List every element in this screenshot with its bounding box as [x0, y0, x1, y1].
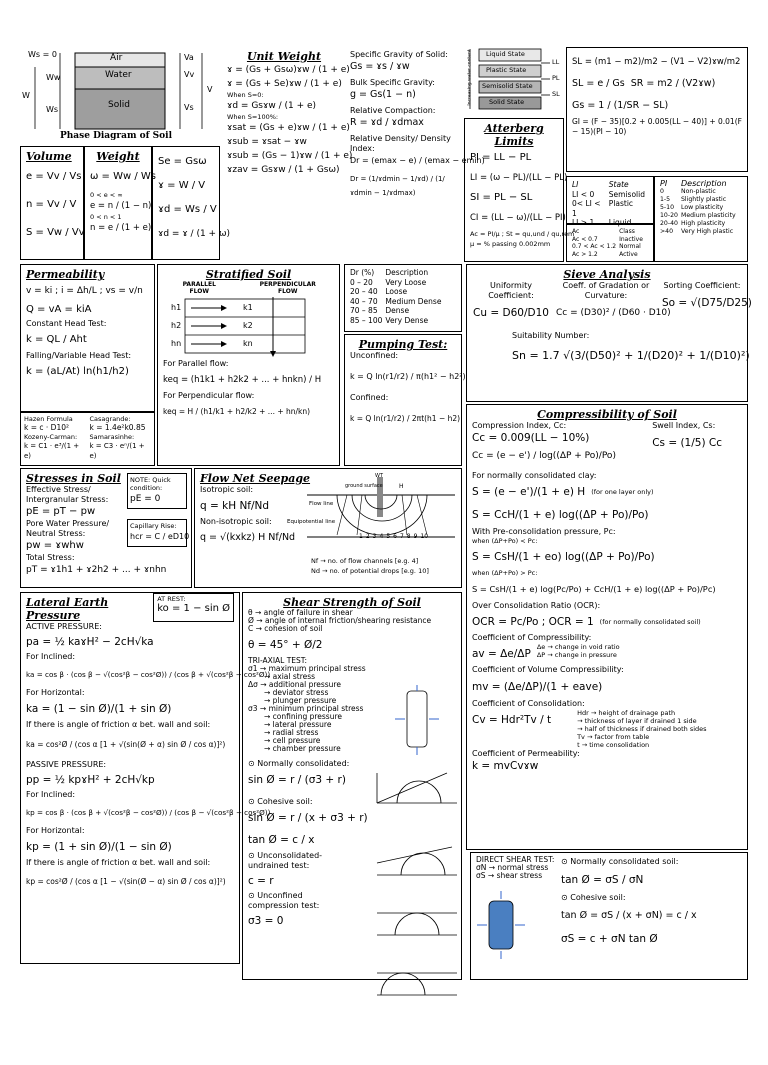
formula: Cc = (D30)² / (D60 · D10)	[556, 308, 671, 318]
table-row: 0 – 20 Very Loose	[350, 277, 427, 287]
wt-label: WT	[375, 473, 383, 479]
table-row: 10-20 Medium plasticity	[660, 212, 736, 219]
label: Casagrande:	[89, 415, 131, 423]
formula: LI = (ω − PL)/(LL − PL)	[470, 173, 568, 183]
note: Ø → angle of internal friction/shearing resistance	[248, 616, 432, 625]
col-header: State	[608, 180, 629, 189]
label: DIRECT SHEAR TEST:	[476, 855, 555, 864]
formula: e = Vv / Vs	[26, 171, 82, 182]
formula: ɤsub = (Gs − 1)ɤw / (1 + e)	[227, 151, 353, 161]
note: (for normally consolidated soil)	[599, 618, 701, 626]
label: If there is angle of friction α bet. wall and soil:	[26, 720, 211, 729]
col-header: Dr (%)	[350, 268, 375, 277]
note: (for one layer only)	[591, 488, 654, 496]
formula: tan Ø = σS / (x + σN) = c / x	[561, 910, 697, 921]
label: Falling/Variable Head Test:	[26, 351, 132, 360]
label: ⊙ Normally consolidated soil:	[561, 857, 679, 866]
label: Coeff. of Gradation or Curvature:	[562, 281, 650, 300]
phase-solid-label: Solid	[108, 100, 130, 110]
formula: ɤzav = Gsɤw / (1 + Gsω)	[227, 165, 340, 175]
stresses-panel	[20, 468, 192, 588]
label: Relative Density/ Density Index:	[350, 134, 451, 153]
formula: Dr = (1/ɤdmin − 1/ɤd) / (1/ɤdmin − 1/ɤdmax)	[350, 175, 445, 197]
note: → radial stress	[264, 728, 319, 737]
phase-w-label: W	[22, 91, 30, 100]
formula: pa = ½ kaɤH² − 2cH√ka	[26, 636, 154, 648]
phase-vv-label: Vv	[184, 70, 195, 79]
label: Coefficient of Permeability:	[472, 749, 580, 758]
note: μ = % passing 0.002mm	[470, 240, 551, 248]
formula: pE = pT − pw	[26, 506, 96, 517]
label: For Inclined:	[26, 790, 76, 799]
formula: ko = 1 − sin Ø	[157, 603, 230, 614]
liquid-state-label: Liquid State	[486, 50, 525, 58]
note: Hdr → height of drainage path	[577, 709, 676, 717]
plastic-state-label: Plastic State	[486, 66, 527, 74]
pi-description-table	[660, 180, 739, 236]
phase-vs-label: Vs	[184, 103, 194, 112]
table-row: 0 Non-plastic	[660, 188, 716, 195]
formula: e = n / (1 − n)	[90, 201, 152, 211]
flow-line-label: Flow line	[309, 501, 334, 507]
volume-panel	[20, 146, 84, 260]
dr-description-table	[350, 268, 444, 325]
flow-net-title: Flow Net Seepage	[200, 472, 311, 485]
note: → confining pressure	[264, 712, 342, 721]
note: Δσ → additional pressure	[248, 680, 341, 689]
formula: n = e / (1 + e)	[90, 223, 152, 233]
formula: CI = (LL − ω)/(LL − PI)	[470, 213, 566, 223]
formula: OCR = Pc/Po ; OCR = 1	[472, 616, 594, 628]
formula: k = C3 · eⁿ/(1 + e)	[89, 442, 145, 460]
label: Total Stress:	[26, 553, 75, 562]
label: PASSIVE PRESSURE:	[26, 760, 107, 769]
ground-surface-label: ground surface	[345, 483, 383, 489]
label: Compression Index, Cc:	[472, 421, 567, 430]
ac-class-table	[572, 228, 646, 258]
note: → deviator stress	[264, 688, 329, 697]
label: ACTIVE PRESSURE:	[26, 622, 102, 631]
label: Coefficient of Compressibility:	[472, 633, 592, 642]
label: Confined:	[350, 393, 389, 402]
table-row: LI > 1 Liquid	[572, 218, 632, 227]
compressibility-title: Compressibility of Soil	[537, 408, 677, 421]
phase-ws-label: Ws	[46, 105, 59, 114]
note: → cell pressure	[264, 736, 321, 745]
note: when (ΔP+Po) < Pc:	[472, 537, 538, 545]
quick-condition-note	[127, 473, 187, 509]
note: Δe → change in void ratio	[536, 643, 620, 651]
unit-weight-panel	[222, 47, 353, 262]
formula: sin Ø = r / (σ3 + r)	[248, 774, 346, 786]
formula: Cc = 0.009(LL − 10%)	[472, 432, 590, 444]
li-state-table	[572, 180, 648, 228]
label: Kozeny-Carman:	[24, 433, 78, 441]
label: If there is angle of friction α bet. wall and soil:	[26, 858, 211, 867]
label: Non-isotropic soil:	[200, 517, 272, 526]
label: Samarasinhe:	[89, 433, 135, 441]
pumping-test-panel	[344, 334, 466, 466]
note: When S=0:	[227, 91, 264, 99]
table-row: 20 – 40 Loose	[350, 287, 408, 296]
formula: k = Q ln(r1/r2) / π(h1² − h2²)	[350, 372, 466, 381]
pumping-title: Pumping Test:	[358, 338, 448, 351]
water-content-axis-label: Increasing water content	[467, 49, 473, 106]
note: NOTE: Quick condition:	[130, 476, 171, 492]
note: → plunger pressure	[264, 696, 337, 705]
note: Capillary Rise:	[130, 522, 177, 530]
formula: Se = Gsω	[158, 156, 207, 167]
label: Swell Index, Cs:	[652, 421, 716, 430]
ll-label: LL	[552, 58, 560, 66]
phase-diagram-title: Phase Diagram of Soil	[60, 131, 172, 141]
formula: ɤ = (Gs + Gsω)ɤw / (1 + e)	[227, 65, 350, 75]
note: Tv → factor from table	[577, 733, 650, 741]
layer-k-label: kn	[243, 339, 253, 348]
mohr-circle-diagrams	[377, 685, 457, 1065]
note: Nd → no. of potential drops [e.g. 10]	[311, 567, 429, 575]
note: → chamber pressure	[264, 744, 341, 753]
formula: tan Ø = σS / σN	[561, 874, 644, 886]
label: ⊙ Unconfined compression test:	[248, 891, 320, 910]
table-row: 1-5 Slightly plastic	[660, 196, 727, 203]
note: → half of thickness if drained both sides	[577, 725, 707, 733]
note: σ1 → maximum principal stress	[248, 664, 366, 673]
formula: c = r	[248, 875, 274, 887]
phase-water-label: Water	[105, 70, 132, 80]
potential-drop-numbers: 1 2 3 4 5 6 7 8 9 10	[359, 533, 429, 540]
label: Coefficient of Consolidation:	[472, 699, 585, 708]
formula: SI = PL − SL	[470, 192, 533, 203]
label: Bulk Specific Gravity:	[350, 78, 435, 87]
formula: k = mvCvɤw	[472, 760, 539, 772]
note: → thickness of layer if drained 1 side	[577, 717, 697, 725]
formula: Gs = ɤs / ɤw	[350, 61, 410, 72]
formula: pE = 0	[130, 494, 161, 504]
formula: k = 1.4e²k0.85	[89, 423, 146, 432]
formula: Gs = 1 / (1/SR − SL)	[572, 100, 669, 111]
label: AT REST:	[157, 595, 186, 603]
phase-va-label: Va	[184, 53, 194, 62]
label: Effective Stress/ Intergranular Stress:	[26, 485, 109, 504]
formula: Cv = Hdr²Tv / t	[472, 714, 552, 726]
col-header: LI	[572, 180, 579, 189]
formula: Cc = (e − e') / log((ΔP + Po)/Po)	[472, 451, 616, 461]
dr-table-panel	[344, 264, 462, 332]
formula: g = Gs(1 − n)	[350, 89, 416, 100]
formula: ka = (1 − sin Ø)/(1 + sin Ø)	[26, 703, 172, 715]
formula: ɤ = W / V	[158, 180, 206, 191]
table-row: 40 – 70 Medium Dense	[350, 296, 442, 306]
li-state-panel	[566, 176, 654, 227]
formula: So = √(D75/D25)	[662, 297, 752, 309]
formula: v = ki ; i = Δh/L ; vs = v/n	[26, 286, 143, 296]
label: Unconfined:	[350, 351, 399, 360]
note: 0 < e < ∞	[90, 191, 123, 199]
label: With Pre-consolidation pressure, Pc:	[472, 527, 616, 536]
table-row: 5-10 Low plasticity	[660, 204, 724, 211]
perpendicular-flow-label: PERPENDICULAR FLOW	[259, 281, 316, 295]
permeability-panel	[20, 264, 155, 412]
label: ⊙ Cohesive soil:	[561, 893, 626, 902]
formula: mv = (Δe/ΔP)/(1 + eave)	[472, 681, 603, 693]
label: For Horizontal:	[26, 826, 85, 835]
formula: ɤ = (Gs + Se)ɤw / (1 + e)	[227, 79, 342, 89]
table-row: LI < 0 Semisolid	[572, 189, 645, 199]
layer-h-label: h1	[171, 303, 182, 312]
table-row: Ac > 1.2 Active	[572, 250, 638, 258]
phase-ws0-label: Ws = 0	[28, 50, 57, 59]
note: → axial stress	[264, 672, 316, 681]
label: For normally consolidated clay:	[472, 471, 597, 480]
formula: S = CcH/(1 + e) log((ΔP + Po)/Po)	[472, 509, 649, 521]
formula: S = CsH/(1 + eo) log((ΔP + Po)/Po)	[472, 551, 655, 563]
label: Over Consolidation Ratio (OCR):	[472, 601, 601, 610]
layer-h-label: hn	[171, 339, 182, 348]
formula: ɤd = Gsɤw / (1 + e)	[227, 101, 317, 111]
formula: q = √(kxkz) H Nf/Nd	[200, 532, 296, 543]
label: Suitability Number:	[512, 331, 590, 340]
note: σ3 → minimum principal stress	[248, 704, 364, 713]
phase-air-label: Air	[110, 53, 123, 63]
stresses-title: Stresses in Soil	[26, 472, 121, 485]
direct-shear-panel	[470, 852, 748, 980]
capillary-rise-note	[127, 519, 190, 547]
formula: Sn = 1.7 √(3/(D50)² + 1/(D20)² + 1/(D10)²)	[512, 349, 750, 362]
table-row: Ac < 0.7 Inactive	[572, 235, 643, 243]
formula: k = (aL/At) ln(h1/h2)	[26, 366, 129, 377]
table-row: 70 – 85 Dense	[350, 306, 410, 315]
formula: Q = vA = kiA	[26, 304, 92, 315]
layer-h-label: h2	[171, 321, 182, 330]
formula: GI = (F − 35)[0.2 + 0.005(LL − 40)] + 0.01(F − 15)(PI − 10)	[572, 117, 742, 136]
formula: Dr = (emax − e) / (emax − emin)	[350, 156, 485, 165]
note: 0 < n < 1	[90, 213, 122, 221]
formula: ω = Ww / Ws	[90, 171, 157, 182]
label: Constant Head Test:	[26, 319, 107, 328]
label: Sorting Coefficient:	[663, 281, 741, 290]
formula: ɤsub = ɤsat − ɤw	[227, 137, 307, 147]
formula: PI = LL − PL	[470, 152, 532, 163]
semisolid-state-label: Semisolid State	[482, 82, 533, 90]
formula: k = c · D10²	[24, 423, 69, 432]
phase-diagram-panel	[20, 45, 220, 145]
table-row: 85 – 100 Very Dense	[350, 315, 429, 325]
layer-k-label: k2	[243, 321, 253, 330]
note: When S=100%:	[227, 113, 279, 121]
note: ΔP → change in pressure	[536, 651, 617, 659]
label: Coefficient of Volume Compressibility:	[472, 665, 624, 674]
formula: σ3 = 0	[248, 915, 284, 927]
formula: pw = ɤwhw	[26, 540, 84, 551]
empirical-permeability-panel	[20, 412, 155, 466]
formula: sin Ø = r / (x + σ3 + r)	[248, 812, 368, 824]
sieve-title: Sieve Analysis	[563, 268, 651, 281]
table-row: 0< LI < 1 Plastic	[572, 199, 634, 218]
formula: S = Vw / Vv	[26, 227, 85, 238]
col-header: Description	[385, 268, 429, 277]
note: θ → angle of failure in shear	[248, 608, 353, 617]
label: For Inclined:	[26, 652, 76, 661]
states-panel	[464, 45, 564, 117]
weight-panel	[84, 146, 157, 260]
formula: pp = ½ kpɤH² + 2cH√kp	[26, 774, 155, 786]
note: σN → normal stress	[476, 863, 549, 872]
shear-title: Shear Strength of Soil	[283, 596, 421, 609]
note: when (ΔP+Po) > Pc:	[472, 569, 538, 577]
lateral-title: Lateral Earth Pressure	[26, 596, 109, 622]
flow-net-panel	[194, 468, 462, 588]
note: C → cohesion of soil	[248, 624, 323, 633]
label: Relative Compaction:	[350, 106, 436, 115]
label: ⊙ Normally consolidated:	[248, 759, 350, 768]
compressibility-panel	[466, 404, 748, 850]
se-panel	[152, 146, 230, 260]
label: For Horizontal:	[26, 688, 85, 697]
label: For Perpendicular flow:	[163, 391, 255, 400]
table-row: 0.7 < Ac < 1.2 Normal	[572, 243, 641, 250]
note: σS → shear stress	[476, 871, 543, 880]
formula: S = CsH/(1 + e) log(Pc/Po) + CcH/(1 + e) log((ΔP + Po)/Pc)	[472, 584, 716, 594]
permeability-title: Permeability	[26, 268, 105, 281]
atterberg-title: Atterberg Limits	[484, 122, 544, 148]
note: → lateral pressure	[264, 720, 332, 729]
formula: k = Q ln(r1/r2) / 2πt(h1 − h2)	[350, 414, 461, 423]
formula: SR = m2 / (V2ɤw)	[630, 78, 716, 89]
formula: ɤd = ɤ / (1 + ω)	[158, 229, 230, 239]
formula: Cs = (1/5) Cc	[652, 437, 722, 449]
col-header: PI	[660, 179, 668, 188]
table-row: >40 Very High plastic	[660, 228, 734, 235]
sl-label: SL	[552, 90, 560, 98]
label: ⊙ Cohesive soil:	[248, 797, 313, 806]
phase-v-label: V	[207, 85, 213, 94]
sieve-analysis-panel	[466, 264, 752, 402]
formula: Cu = D60/D10	[473, 307, 549, 319]
formula: ka = cos β · (cos β − √(cos²β − cos²Ø)) / (cos β + √(cos²β − cos²Ø))	[26, 670, 271, 679]
label: TRI-AXIAL TEST:	[248, 656, 308, 665]
atterberg-panel	[464, 118, 575, 262]
label: Pore Water Pressure/ Neutral Stress:	[26, 519, 110, 538]
col-header: Class	[619, 228, 635, 235]
label: For Parallel flow:	[163, 359, 229, 368]
solid-state-label: Solid State	[489, 98, 525, 106]
direct-shear-specimen	[477, 891, 527, 961]
formula: ɤsat = (Gs + e)ɤw / (1 + e)	[227, 123, 350, 133]
formula: av = Δe/ΔP	[472, 648, 531, 660]
formula: keq = H / (h1/k1 + h2/k2 + ... + hn/kn)	[163, 407, 311, 416]
pi-description-panel	[654, 176, 748, 262]
note: t → time consolidation	[577, 741, 650, 749]
formula: ɤd = Ws / V	[158, 204, 217, 215]
formula: SL = (m1 − m2)/m2 − (V1 − V2)ɤw/m2	[572, 57, 741, 67]
stratified-title: Stratified Soil	[205, 268, 292, 281]
formula: S = (e − e')/(1 + e) H	[472, 486, 586, 498]
unit-weight-title: Unit Weight	[246, 50, 322, 63]
col-header: Ac	[572, 228, 580, 235]
formula: q = kH Nf/Nd	[200, 500, 270, 512]
weight-title: Weight	[96, 150, 140, 163]
label: Specific Gravity of Solid:	[350, 50, 448, 59]
formula: σS = c + σN tan Ø	[561, 933, 658, 945]
shear-strength-panel	[242, 592, 462, 980]
formula: hcr = C / eD10	[130, 532, 190, 541]
phase-ww-label: Ww	[46, 73, 61, 82]
h-label: H	[399, 483, 404, 490]
volume-title: Volume	[26, 150, 72, 163]
formula: θ = 45° + Ø/2	[248, 639, 323, 651]
formula: kp = cos²Ø / (cos α [1 − √(sin(Ø − α) sin Ø / cos α)]²)	[26, 877, 226, 886]
label: Isotropic soil:	[200, 485, 254, 494]
formula: tan Ø = c / x	[248, 834, 315, 846]
formula: Ac = PI/μ ; St = qu,und / qu,rem	[470, 230, 575, 238]
equipotential-label: Equipotential line	[287, 519, 336, 525]
col-header: Description	[680, 179, 727, 188]
formula: SL = e / Gs	[572, 78, 625, 89]
table-row: 20-40 High plasticity	[660, 220, 726, 227]
layer-k-label: k1	[243, 303, 253, 312]
parallel-flow-label: PARALLEL FLOW	[182, 281, 216, 295]
formula: k = C1 · e³/(1 + e)	[24, 442, 80, 460]
formula: pT = ɤ1h1 + ɤ2h2 + ... + ɤnhn	[26, 565, 167, 575]
stratified-panel	[157, 264, 340, 466]
shrinkage-panel	[566, 47, 748, 172]
formula: kp = (1 + sin Ø)/(1 − sin Ø)	[26, 841, 172, 853]
formula: ka = cos²Ø / (cos α [1 + √(sin(Ø + α) sin Ø / cos α)]²)	[26, 740, 226, 749]
label: ⊙ Unconsolidated-undrained test:	[248, 851, 323, 870]
ac-class-panel	[566, 224, 654, 262]
formula: R = ɤd / ɤdmax	[350, 117, 424, 128]
label: Hazen Formula	[24, 415, 73, 423]
label: Uniformity Coefficient:	[488, 281, 534, 300]
at-rest-box	[153, 593, 234, 622]
pl-label: PL	[552, 74, 560, 82]
formula: kp = cos β · (cos β + √(cos²β − cos²Ø)) / (cos β − √(cos²β − cos²Ø))	[26, 808, 271, 817]
formula: n = Vv / V	[26, 199, 77, 210]
formula: k = QL / Aht	[26, 334, 87, 345]
note: Nf → no. of flow channels [e.g. 4]	[311, 557, 419, 565]
formula: keq = (h1k1 + h2k2 + ... + hnkn) / H	[163, 375, 322, 385]
